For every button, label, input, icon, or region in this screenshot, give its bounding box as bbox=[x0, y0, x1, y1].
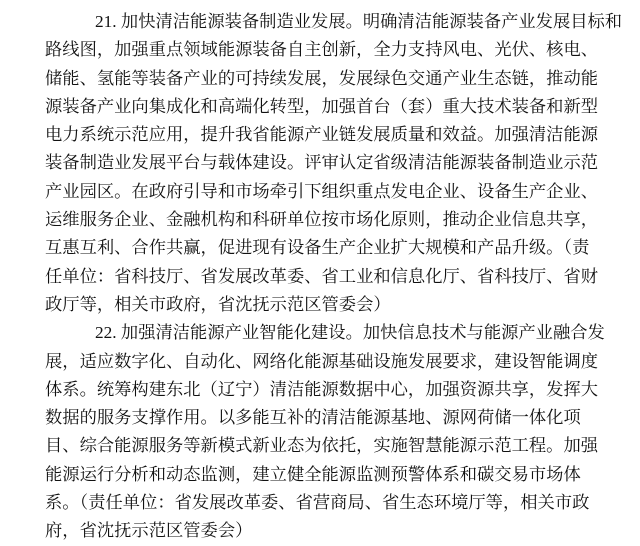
text-line: 展，适应数字化、自动化、网络化能源基础设施发展要求，建设智能调度 bbox=[45, 351, 599, 371]
text-line: 储能、氢能等装备产业的可持续发展，发展绿色交通产业生态链，推动能 bbox=[45, 68, 599, 88]
text-line: 互惠互利、合作共赢，促进现有设备生产企业扩大规模和产品升级。（责 bbox=[45, 238, 590, 258]
text-line: 源装备产业向集成化和高端化转型，加强首台（套）重大技术装备和新型 bbox=[45, 96, 599, 116]
text-line: 数据的服务支撑作用。以多能互补的清洁能源基地、源网荷储一体化项 bbox=[45, 408, 581, 428]
text-line: 运维服务企业、金融机构和科研单位按市场化原则，推动企业信息共享， bbox=[45, 210, 599, 230]
text-line: 22. 加强清洁能源产业智能化建设。加快信息技术与能源产业融合发 bbox=[95, 323, 605, 343]
text-line: 体系。统筹构建东北（辽宁）清洁能源数据中心，加强资源共享，发挥大 bbox=[45, 379, 599, 399]
text-line: 任单位：省科技厅、省发展改革委、省工业和信息化厅、省科技厅、省财 bbox=[45, 266, 599, 286]
text-line: 系。（责任单位：省发展改革委、省营商局、省生态环境厅等，相关市政 bbox=[45, 493, 590, 513]
paragraph-item-21 bbox=[45, 8, 623, 319]
text-line: 路线图，加强重点领域能源装备自主创新，全力支持风电、光伏、核电、 bbox=[45, 40, 599, 60]
text-line: 产业园区。在政府引导和市场牵引下组织重点发电企业、设备生产企业、 bbox=[45, 181, 599, 201]
text-line: 装备制造业发展平台与载体建设。评审认定省级清洁能源装备制造业示范 bbox=[45, 153, 599, 173]
text-line: 电力系统示范应用，提升我省能源产业链发展质量和效益。加强清洁能源 bbox=[45, 125, 599, 145]
text-line: 21. 加快清洁能源装备制造业发展。明确清洁能源装备产业发展目标和 bbox=[95, 12, 623, 31]
paragraph-item-22 bbox=[45, 319, 605, 545]
text-line: 府，省沈抚示范区管委会） bbox=[45, 521, 253, 541]
text-line: 能源运行分析和动态监测，建立健全能源监测预警体系和碳交易市场体 bbox=[45, 464, 581, 484]
text-line: 政厅等，相关市政府，省沈抚示范区管委会） bbox=[45, 294, 391, 314]
text-line: 目、综合能源服务等新模式新业态为依托，实施智慧能源示范工程。加强 bbox=[45, 436, 599, 456]
